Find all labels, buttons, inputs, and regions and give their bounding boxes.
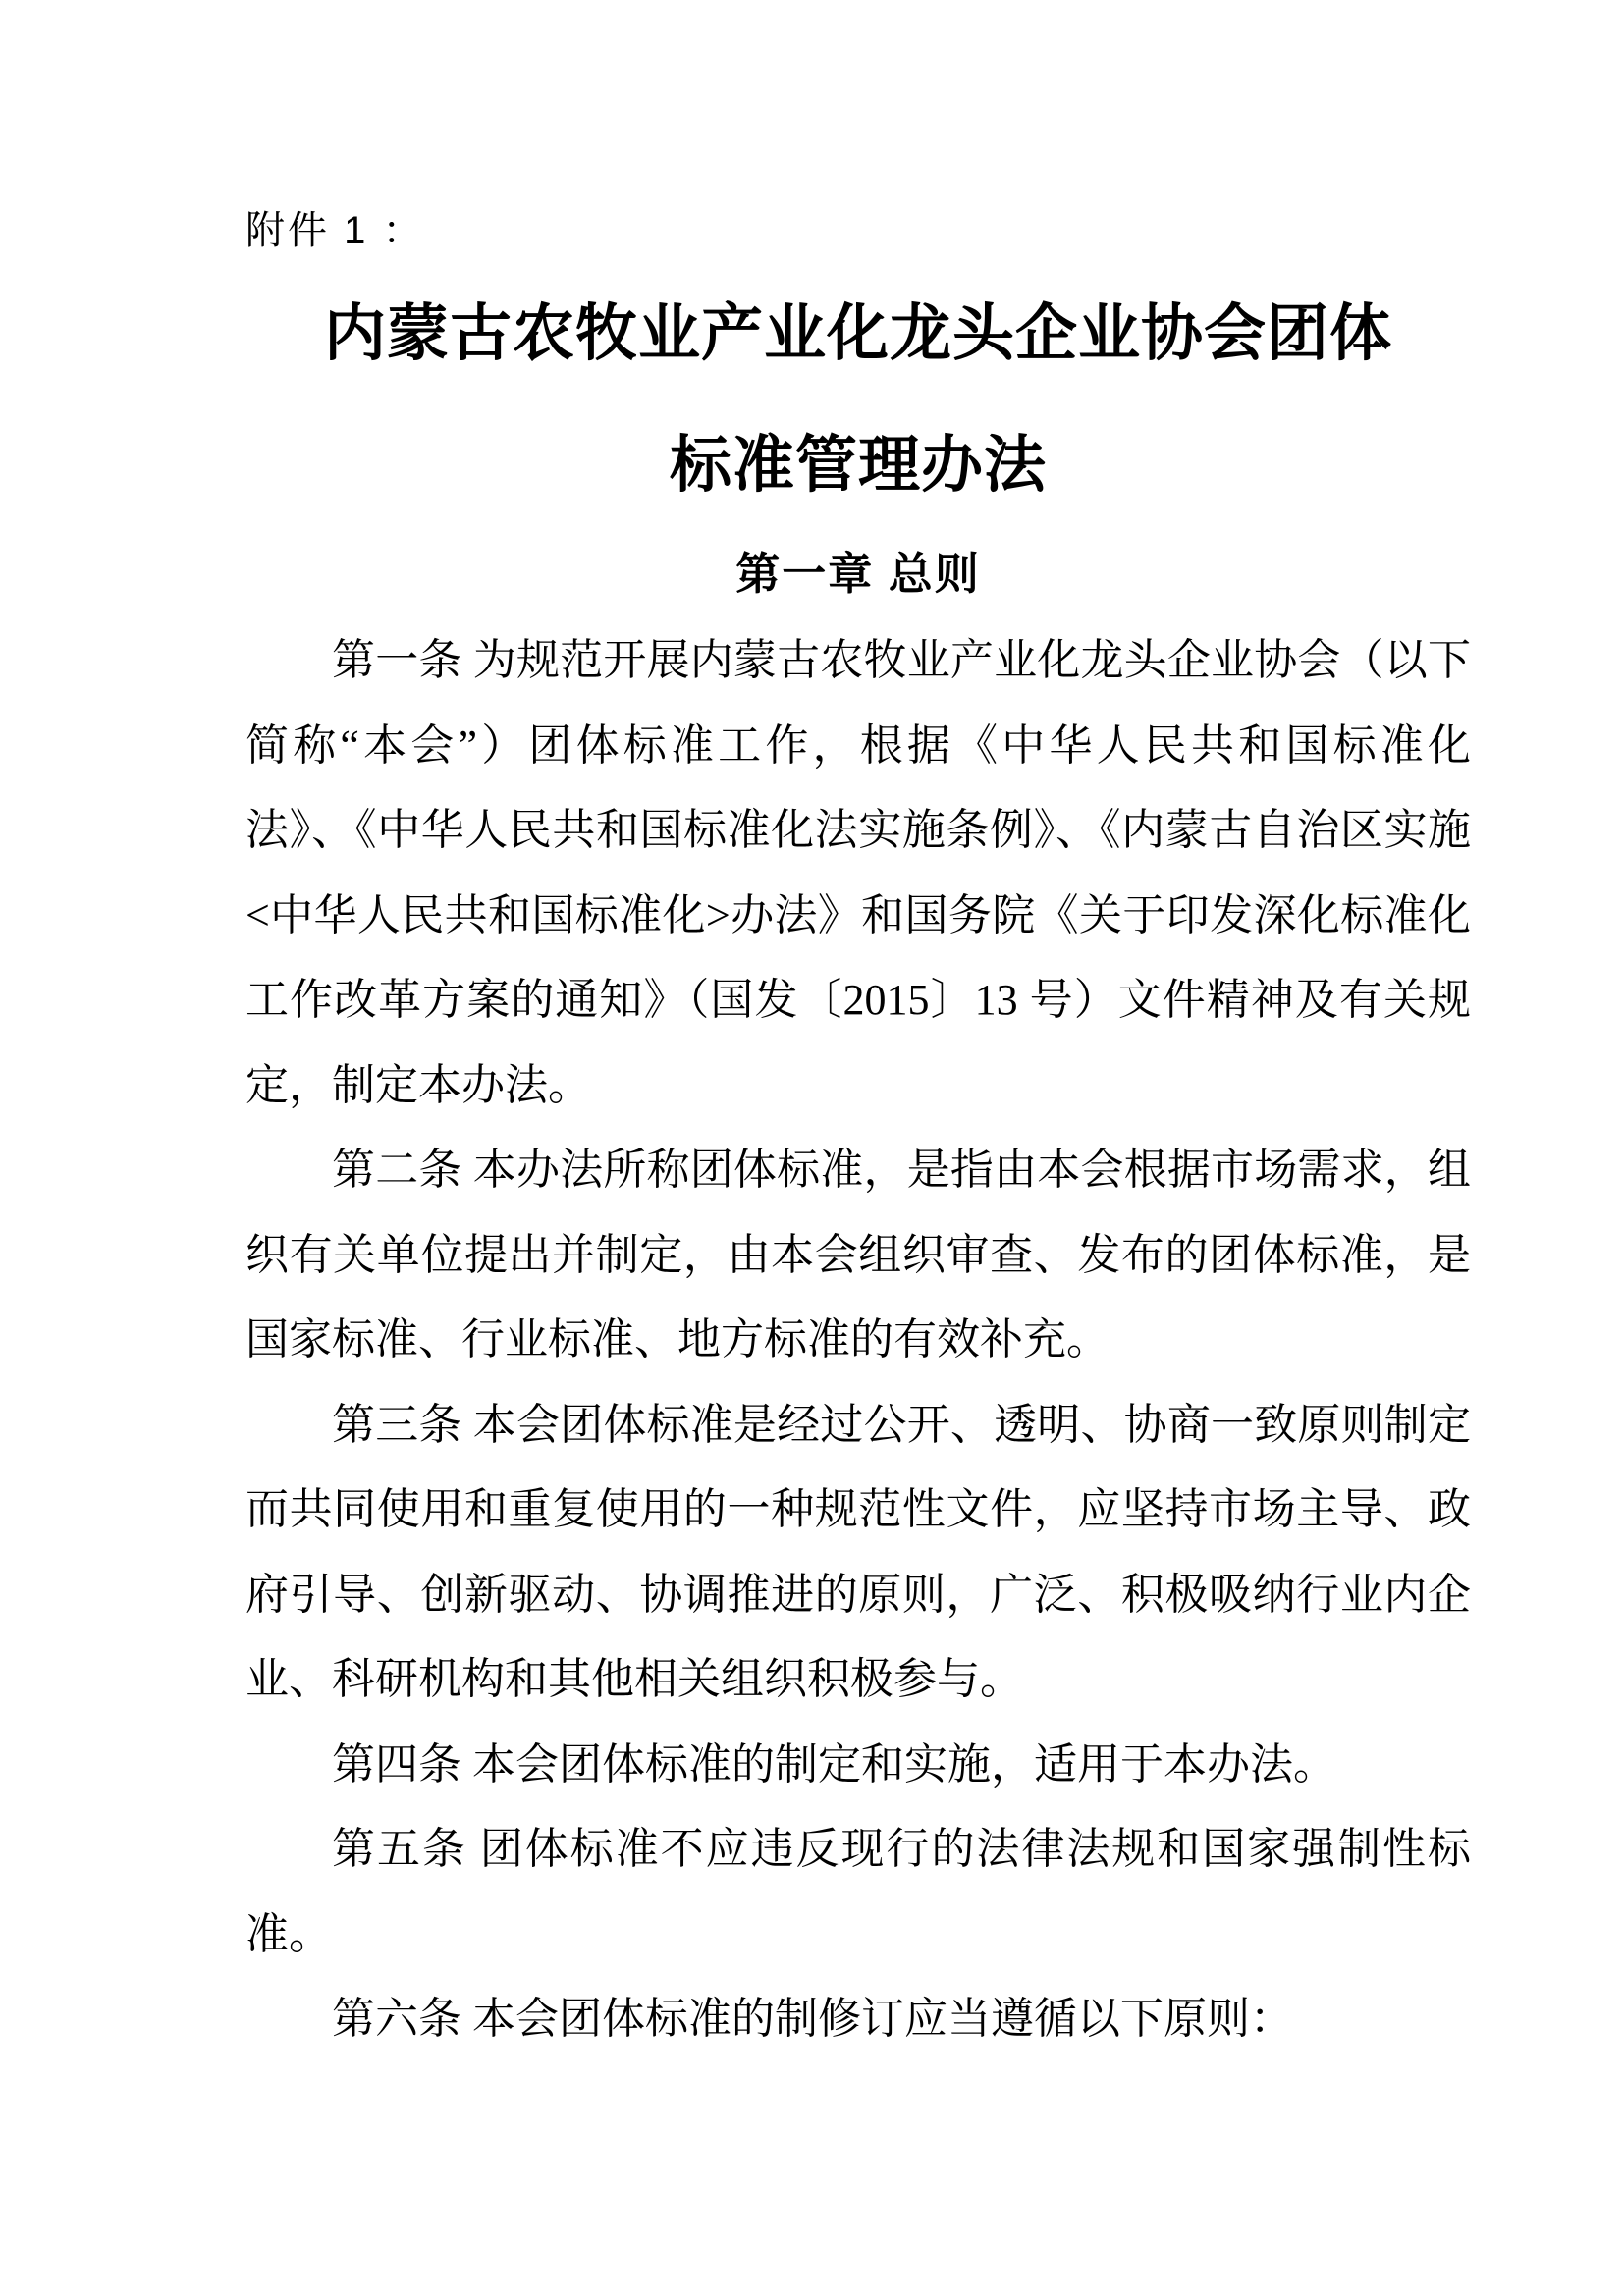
document-title-line2: 标准管理办法	[670, 431, 1047, 500]
document-title-line1: 内蒙古农牧业产业化龙头企业协会团体	[324, 299, 1392, 368]
attachment-label: 附件 1 ：	[245, 209, 425, 252]
paragraph-article-2: 第二条 本办法所称团体标准，是指由本会根据市场需求，组织有关单位提出并制定，由本会组织审查、发布的团体标准，是国家标准、行业标准、地方标准的有效补充。	[245, 1146, 1471, 1363]
document-title	[245, 268, 1471, 531]
paragraph-article-5: 第五条 团体标准不应违反现行的法律法规和国家强制性标准。	[245, 1825, 1471, 1958]
paragraph-article-3: 第三条 本会团体标准是经过公开、透明、协商一致原则制定而共同使用和重复使用的一种规范性文件，应坚持市场主导、政府引导、创新驱动、协调推进的原则，广泛、积极吸纳行业内企业、科研机构和其他相关组织积极参与。	[245, 1400, 1471, 1703]
chapter-heading: 第一章 总则	[735, 549, 981, 599]
paragraph-article-6: 第六条 本会团体标准的制修订应当遵循以下原则：	[332, 1995, 1293, 2043]
paragraph-article-4: 第四条 本会团体标准的制定和实施，适用于本办法。	[332, 1739, 1336, 1789]
paragraph-article-1: 第一条 为规范开展内蒙古农牧业产业化龙头企业协会（以下简称“本会”）团体标准工作，根据《中华人民共和国标准化法》、《中华人民共和国标准化法实施条例》、《内蒙古自治区实施<中华人民共和国标准化>办法》和国务院《关于印发深化标准化工作改革方案的通知》（国发〔2015〕13 号）文件精神及有关规定，制定本办法。	[245, 636, 1471, 1109]
document-body	[245, 618, 1471, 2062]
